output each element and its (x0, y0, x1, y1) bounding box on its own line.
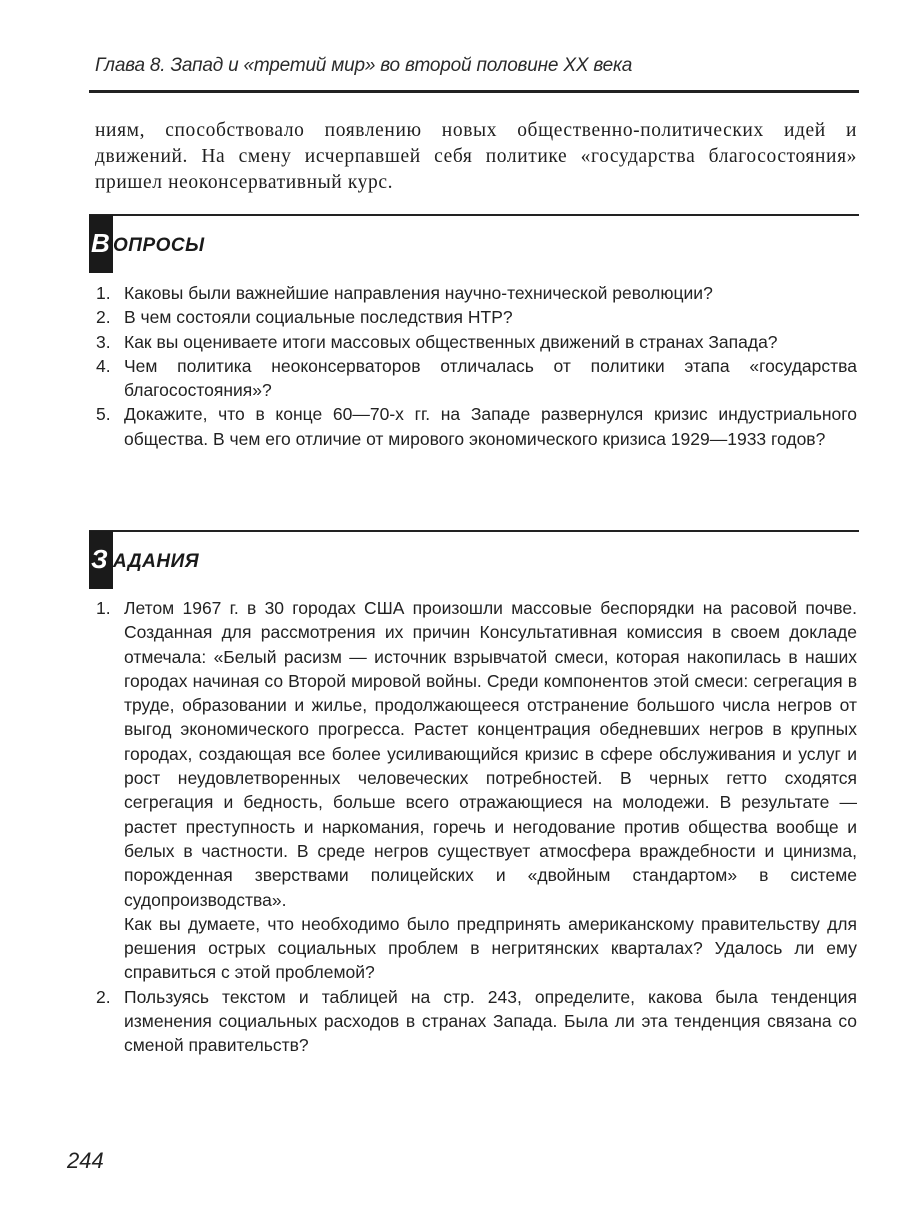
question-item (95, 281, 857, 305)
questions-list (95, 281, 857, 451)
tasks-heading-text: АДАНИЯ (113, 551, 200, 572)
question-number: 4. (96, 355, 111, 376)
task-item (95, 596, 857, 985)
questions-heading-initial-box (89, 215, 113, 273)
tasks-heading (89, 531, 199, 589)
question-item (95, 402, 857, 451)
question-number: 1. (96, 283, 111, 303)
tasks-section-rule (89, 530, 859, 532)
question-text: Как вы оцениваете итоги массовых общественных движений в странах Запада? (124, 331, 778, 352)
question-text: Докажите, что в конце 60—70-х гг. на Западе развернулся кризис индустриального общества. В чем его отличие от мирового экономического кризиса 1929—1933 годов? (124, 404, 857, 449)
header-rule (89, 90, 859, 93)
question-number: 3. (96, 331, 111, 352)
question-number: 5. (96, 404, 111, 425)
running-head: Глава 8. Запад и «третий мир» во второй половине XX века (95, 55, 633, 76)
tasks-heading-initial: З (91, 544, 108, 574)
question-text: В чем состояли социальные последствия НТР? (124, 307, 513, 328)
question-item (95, 305, 857, 329)
intro-paragraph: ниям, способствовало появлению новых общественно-политических идей и движений. На смену исчерпавшей себя политике «государства благосостояния» пришел неоконсервативный курс. (95, 120, 857, 193)
task-text: Пользуясь текстом и таблицей на стр. 243, определите, какова была тенденция изменения социальных расходов в странах Запада. Была ли эта тенденция связана со сменой правительств? (124, 986, 857, 1056)
questions-heading-text: ОПРОСЫ (113, 235, 205, 256)
tasks-list (95, 596, 857, 1058)
tasks-heading-initial-box (89, 531, 113, 589)
task-number: 2. (96, 986, 111, 1007)
task-followup: Как вы думаете, что необходимо было предпринять американскому правительству для решения острых социальных проблем в негритянских кварталах? Удалось ли ему справиться с этой проблемой? (124, 913, 857, 983)
questions-heading (89, 215, 205, 273)
question-item (95, 354, 857, 403)
page-number: 244 (67, 1148, 104, 1173)
question-text: Каковы были важнейшие направления научно-технической революции? (124, 283, 713, 303)
question-text: Чем политика неоконсерваторов отличалась от политики этапа «государства благосостояния»? (124, 355, 857, 401)
task-number: 1. (96, 598, 111, 618)
question-item (95, 330, 857, 354)
question-number: 2. (96, 307, 111, 328)
task-text: Летом 1967 г. в 30 городах США произошли массовые беспорядки на расовой почве. Созданная для рассмотрения их причин Консультативная комиссия в своем докладе отмечала: «Белый расизм — источник взрывчатой смеси, которая накопилась в наших городах начиная со Второй мировой войны. Среди компонентов этой смеси: сегрегация в труде, образовании и жилье, продолжающееся отстранение большого числа негров от выгод экономического прогресса. Растет концентрация обедневших негров в крупных городах, создающая все более усиливающийся кризис в сфере обслуживания и услуг и рост неудовлетворенных человеческих потребностей. В черных гетто сходятся сегрегация и бедность, больше всего отражающиеся на молодежи. В результате — растет преступность и наркомания, горечь и негодование против общества вообще и белых в частности. В среде негров существует атмосфера враждебности и цинизма, порожденная зверствами полицейских и «двойным стандартом» в системе судопроизводства». (124, 598, 857, 910)
questions-heading-initial: В (91, 228, 110, 258)
task-item (95, 985, 857, 1058)
